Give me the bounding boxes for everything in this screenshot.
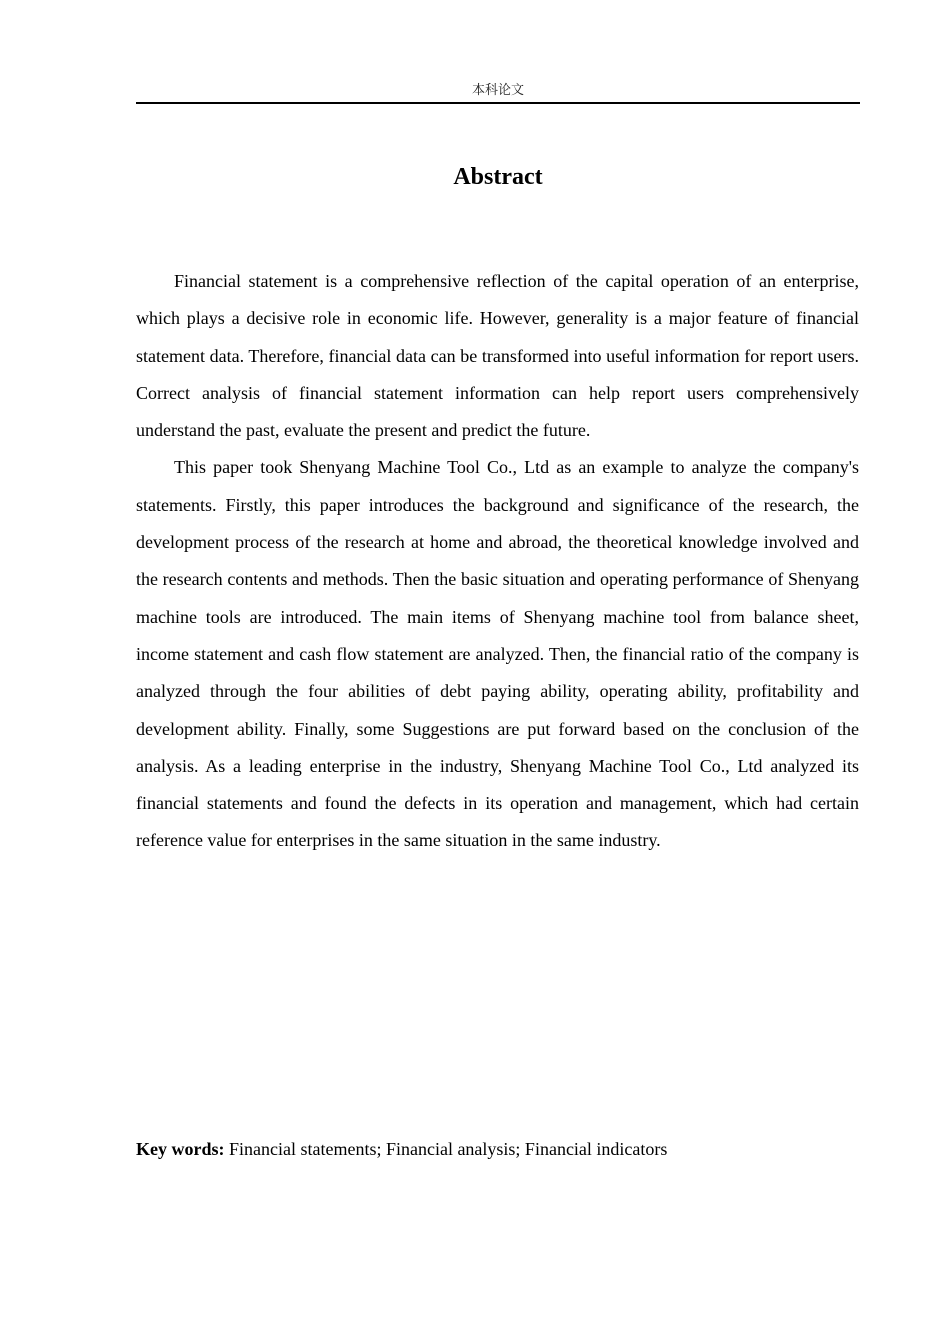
keywords-label: Key words: <box>136 1139 225 1159</box>
abstract-title: Abstract <box>453 164 543 190</box>
abstract-paragraph-2: This paper took Shenyang Machine Tool Co., Ltd as an example to analyze the company's statements. Firstly, this paper introduces the background and significance of the research, the development process of the research at home and abroad, the theoretical knowledge involved and the research contents and methods. Then the basic situation and operating performance of Shenyang machine tools are introduced. The main items of Shenyang machine tool from balance sheet, income statement and cash flow statement are analyzed. Then, the financial ratio of the company is analyzed through the four abilities of debt paying ability, operating ability, profitability and development ability. Finally, some Suggestions are put forward based on the conclusion of the analysis. As a leading enterprise in the industry, Shenyang Machine Tool Co., Ltd analyzed its financial statements and found the defects in its operation and management, which had certain reference value for enterprises in the same situation in the same industry. <box>136 457 859 851</box>
abstract-paragraph-1: Financial statement is a comprehensive reflection of the capital operation of an enterprise, which plays a decisive role in economic life. However, generality is a major feature of financial statement data. Therefore, financial data can be transformed into useful information for report users. Correct analysis of financial statement information can help report users comprehensively understand the past, evaluate the present and predict the future. <box>136 271 859 441</box>
page-header <box>136 80 860 104</box>
abstract-body <box>136 263 859 860</box>
header-text: 本科论文 <box>471 83 524 98</box>
keywords-text: Financial statements; Financial analysis; Financial indicators <box>224 1139 668 1159</box>
keywords-line <box>136 1131 860 1168</box>
